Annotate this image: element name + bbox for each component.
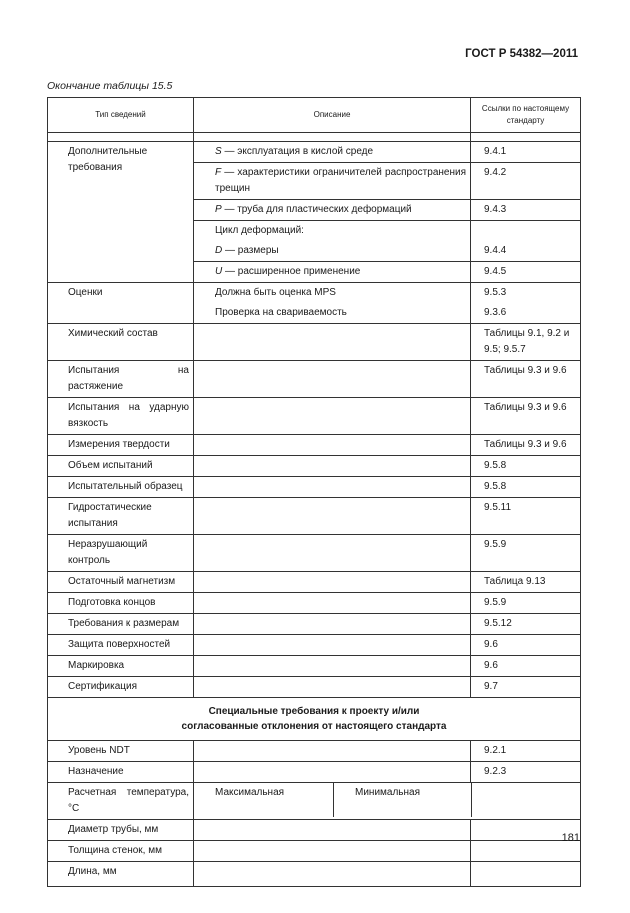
separator-row xyxy=(48,133,581,142)
table-row xyxy=(48,862,581,887)
table-row xyxy=(48,477,581,498)
desc-cell: S — эксплуатация в кислой среде xyxy=(194,142,471,163)
table-row xyxy=(48,635,581,656)
desc-cell xyxy=(194,862,471,887)
ref-cell: Таблицы 9.3 и 9.6 xyxy=(471,361,581,398)
type-cell: Испытания на растяжение xyxy=(48,361,194,398)
ref-cell: Таблицы 9.1, 9.2 и 9.5; 9.5.7 xyxy=(471,324,581,361)
desc-cell: F — характеристики ограничителей распространения трещин xyxy=(194,163,471,200)
table-row xyxy=(48,820,581,841)
table-row xyxy=(48,741,581,762)
desc-cell xyxy=(194,456,471,477)
table-row xyxy=(48,614,581,635)
table-row xyxy=(48,535,581,572)
temperature-split-cell xyxy=(194,783,581,820)
desc-cell xyxy=(194,656,471,677)
type-cell: Сертификация xyxy=(48,677,194,698)
type-cell: Химический состав xyxy=(48,324,194,361)
type-cell: Защита поверхностей xyxy=(48,635,194,656)
ref-cell: 9.5.12 xyxy=(471,614,581,635)
ref-cell: 9.5.11 xyxy=(471,498,581,535)
desc-cell xyxy=(194,535,471,572)
section-heading xyxy=(48,698,581,741)
desc-cell xyxy=(194,361,471,398)
ref-cell: Таблицы 9.3 и 9.6 xyxy=(471,398,581,435)
section-heading-row xyxy=(48,698,581,741)
ref-cell: 9.4.2 xyxy=(471,163,581,200)
type-cell: Длина, мм xyxy=(48,862,194,887)
ref-cell: 9.6 xyxy=(471,656,581,677)
desc-cell: Должна быть оценка MPS xyxy=(194,283,471,304)
ref-cell xyxy=(471,862,581,887)
type-cell: Назначение xyxy=(48,762,194,783)
table-row xyxy=(48,142,581,163)
min-temp-label: Минимальная xyxy=(333,783,471,817)
table-row xyxy=(48,361,581,398)
table-row xyxy=(48,398,581,435)
ref-cell: 9.5.9 xyxy=(471,535,581,572)
ref-cell: Таблица 9.13 xyxy=(471,572,581,593)
desc-cell xyxy=(194,477,471,498)
temp-empty-cell xyxy=(471,783,580,817)
type-cell: Подготовка концов xyxy=(48,593,194,614)
ref-cell: 9.4.5 xyxy=(471,262,581,283)
ref-cell xyxy=(471,221,581,242)
table-caption: Окончание таблицы 15.5 xyxy=(47,80,173,92)
ref-cell: Таблицы 9.3 и 9.6 xyxy=(471,435,581,456)
col-header-desc: Описание xyxy=(194,98,471,133)
desc-cell: Цикл деформаций: xyxy=(194,221,471,242)
table-row xyxy=(48,498,581,535)
desc-cell xyxy=(194,435,471,456)
ref-cell: 9.4.1 xyxy=(471,142,581,163)
ref-cell: 9.2.3 xyxy=(471,762,581,783)
ref-cell: 9.2.1 xyxy=(471,741,581,762)
desc-cell xyxy=(194,820,471,841)
type-cell: Расчетная температура, °С xyxy=(48,783,194,820)
desc-cell xyxy=(194,572,471,593)
table-row xyxy=(48,841,581,862)
type-cell: Измерения твердости xyxy=(48,435,194,456)
type-cell: Объем испытаний xyxy=(48,456,194,477)
table-row xyxy=(48,435,581,456)
ref-cell: 9.5.8 xyxy=(471,456,581,477)
desc-cell: D — размеры xyxy=(194,241,471,262)
ref-cell: 9.7 xyxy=(471,677,581,698)
desc-cell: Проверка на свариваемость xyxy=(194,303,471,324)
desc-cell xyxy=(194,614,471,635)
desc-cell xyxy=(194,635,471,656)
temperature-row xyxy=(48,783,581,820)
type-cell: Испытательный образец xyxy=(48,477,194,498)
desc-cell xyxy=(194,324,471,361)
ref-cell: 9.5.3 xyxy=(471,283,581,304)
ref-cell: 9.3.6 xyxy=(471,303,581,324)
type-cell: Остаточный магнетизм xyxy=(48,572,194,593)
section-title-line-2: согласованные отклонения от настоящего стандарта xyxy=(181,721,447,732)
ref-cell: 9.4.4 xyxy=(471,241,581,262)
ref-cell: 9.4.3 xyxy=(471,200,581,221)
table-row xyxy=(48,324,581,361)
desc-cell xyxy=(194,762,471,783)
type-cell: Дополнительные требования xyxy=(48,142,194,283)
type-cell: Гидростатические испытания xyxy=(48,498,194,535)
desc-cell xyxy=(194,593,471,614)
type-cell: Испытания на ударную вязкость xyxy=(48,398,194,435)
standard-header: ГОСТ Р 54382—2011 xyxy=(465,48,578,60)
type-cell: Требования к размерам xyxy=(48,614,194,635)
table-row xyxy=(48,572,581,593)
table-header-row xyxy=(48,98,581,133)
desc-cell xyxy=(194,677,471,698)
table-row xyxy=(48,593,581,614)
page-number: 181 xyxy=(561,832,580,844)
table-row xyxy=(48,677,581,698)
max-temp-label: Максимальная xyxy=(215,787,285,798)
desc-cell: U — расширенное применение xyxy=(194,262,471,283)
table-row xyxy=(48,762,581,783)
col-header-ref: Ссылки по настоящему стандарту xyxy=(471,98,581,133)
requirements-table xyxy=(47,97,581,887)
col-header-type: Тип сведений xyxy=(48,98,194,133)
type-cell: Диаметр трубы, мм xyxy=(48,820,194,841)
desc-cell xyxy=(194,841,471,862)
section-title-line-1: Специальные требования к проекту и/или xyxy=(208,706,420,717)
type-cell: Неразрушающий контроль xyxy=(48,535,194,572)
type-cell: Оценки xyxy=(48,283,194,324)
table-row xyxy=(48,456,581,477)
type-cell: Уровень NDT xyxy=(48,741,194,762)
desc-cell xyxy=(194,398,471,435)
ref-cell: 9.5.8 xyxy=(471,477,581,498)
desc-cell: P — труба для пластических деформаций xyxy=(194,200,471,221)
desc-cell xyxy=(194,498,471,535)
table-row xyxy=(48,283,581,304)
ref-cell: 9.6 xyxy=(471,635,581,656)
desc-cell xyxy=(194,741,471,762)
table-row xyxy=(48,656,581,677)
type-cell: Маркировка xyxy=(48,656,194,677)
type-cell: Толщина стенок, мм xyxy=(48,841,194,862)
ref-cell: 9.5.9 xyxy=(471,593,581,614)
